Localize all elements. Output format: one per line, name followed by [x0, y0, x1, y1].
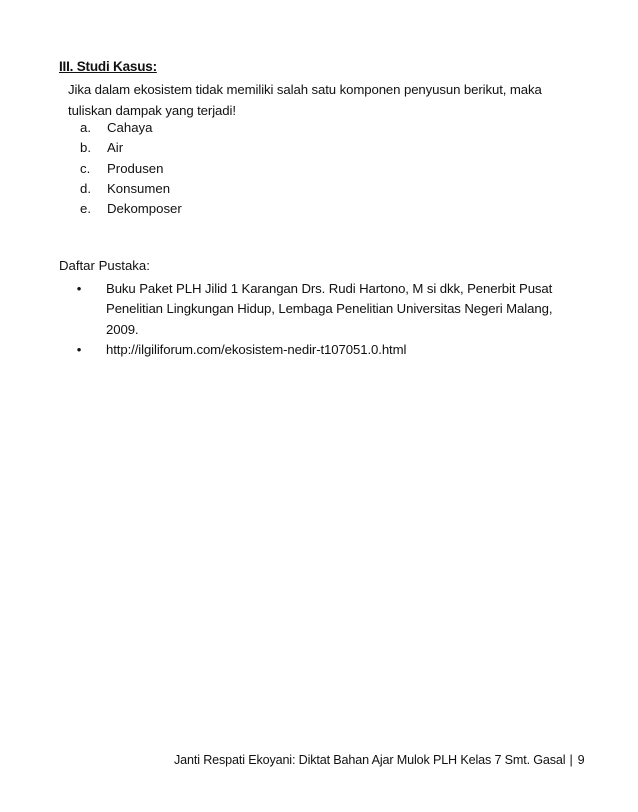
reference-item [62, 340, 582, 360]
footer-separator: | [569, 753, 573, 767]
list-item [80, 199, 182, 219]
list-marker: e. [80, 201, 91, 217]
component-list [80, 118, 182, 219]
list-item [80, 179, 182, 199]
references-list [62, 279, 582, 360]
list-item [80, 118, 182, 138]
references-title: Daftar Pustaka: [59, 258, 150, 273]
reference-item [62, 279, 582, 340]
list-item-text: Produsen [107, 160, 164, 176]
list-item [80, 138, 182, 158]
page-footer [174, 753, 594, 767]
list-marker: d. [80, 180, 91, 196]
list-item-text: Air [107, 140, 124, 156]
case-study-instruction: Jika dalam ekosistem tidak memiliki salah satu komponen penyusun berikut, maka tuliskan dampak yang terjadi! [68, 82, 542, 118]
list-item-text: Cahaya [107, 120, 153, 135]
reference-text: Buku Paket PLH Jilid 1 Karangan Drs. Rudi Hartono, M si dkk, Penerbit Pusat Penelitian Lingkungan Hidup, Lembaga Penelitian Universitas Negeri Malang, 2009. [106, 281, 553, 337]
section-title: III. Studi Kasus: [59, 59, 157, 74]
list-marker: c. [80, 160, 91, 176]
list-item [80, 159, 182, 179]
bullet-icon: • [76, 281, 82, 296]
list-item-text: Konsumen [107, 180, 171, 196]
list-marker: a. [80, 120, 91, 135]
footer-text: Janti Respati Ekoyani: Diktat Bahan Ajar Mulok PLH Kelas 7 Smt. Gasal [174, 753, 566, 767]
list-item-text: Dekomposer [107, 201, 182, 217]
page-number: 9 [577, 753, 585, 767]
bullet-icon: • [76, 341, 82, 357]
reference-link[interactable]: http://ilgiliforum.com/ekosistem-nedir-t107051.0.html [106, 341, 407, 357]
list-marker: b. [80, 140, 91, 156]
